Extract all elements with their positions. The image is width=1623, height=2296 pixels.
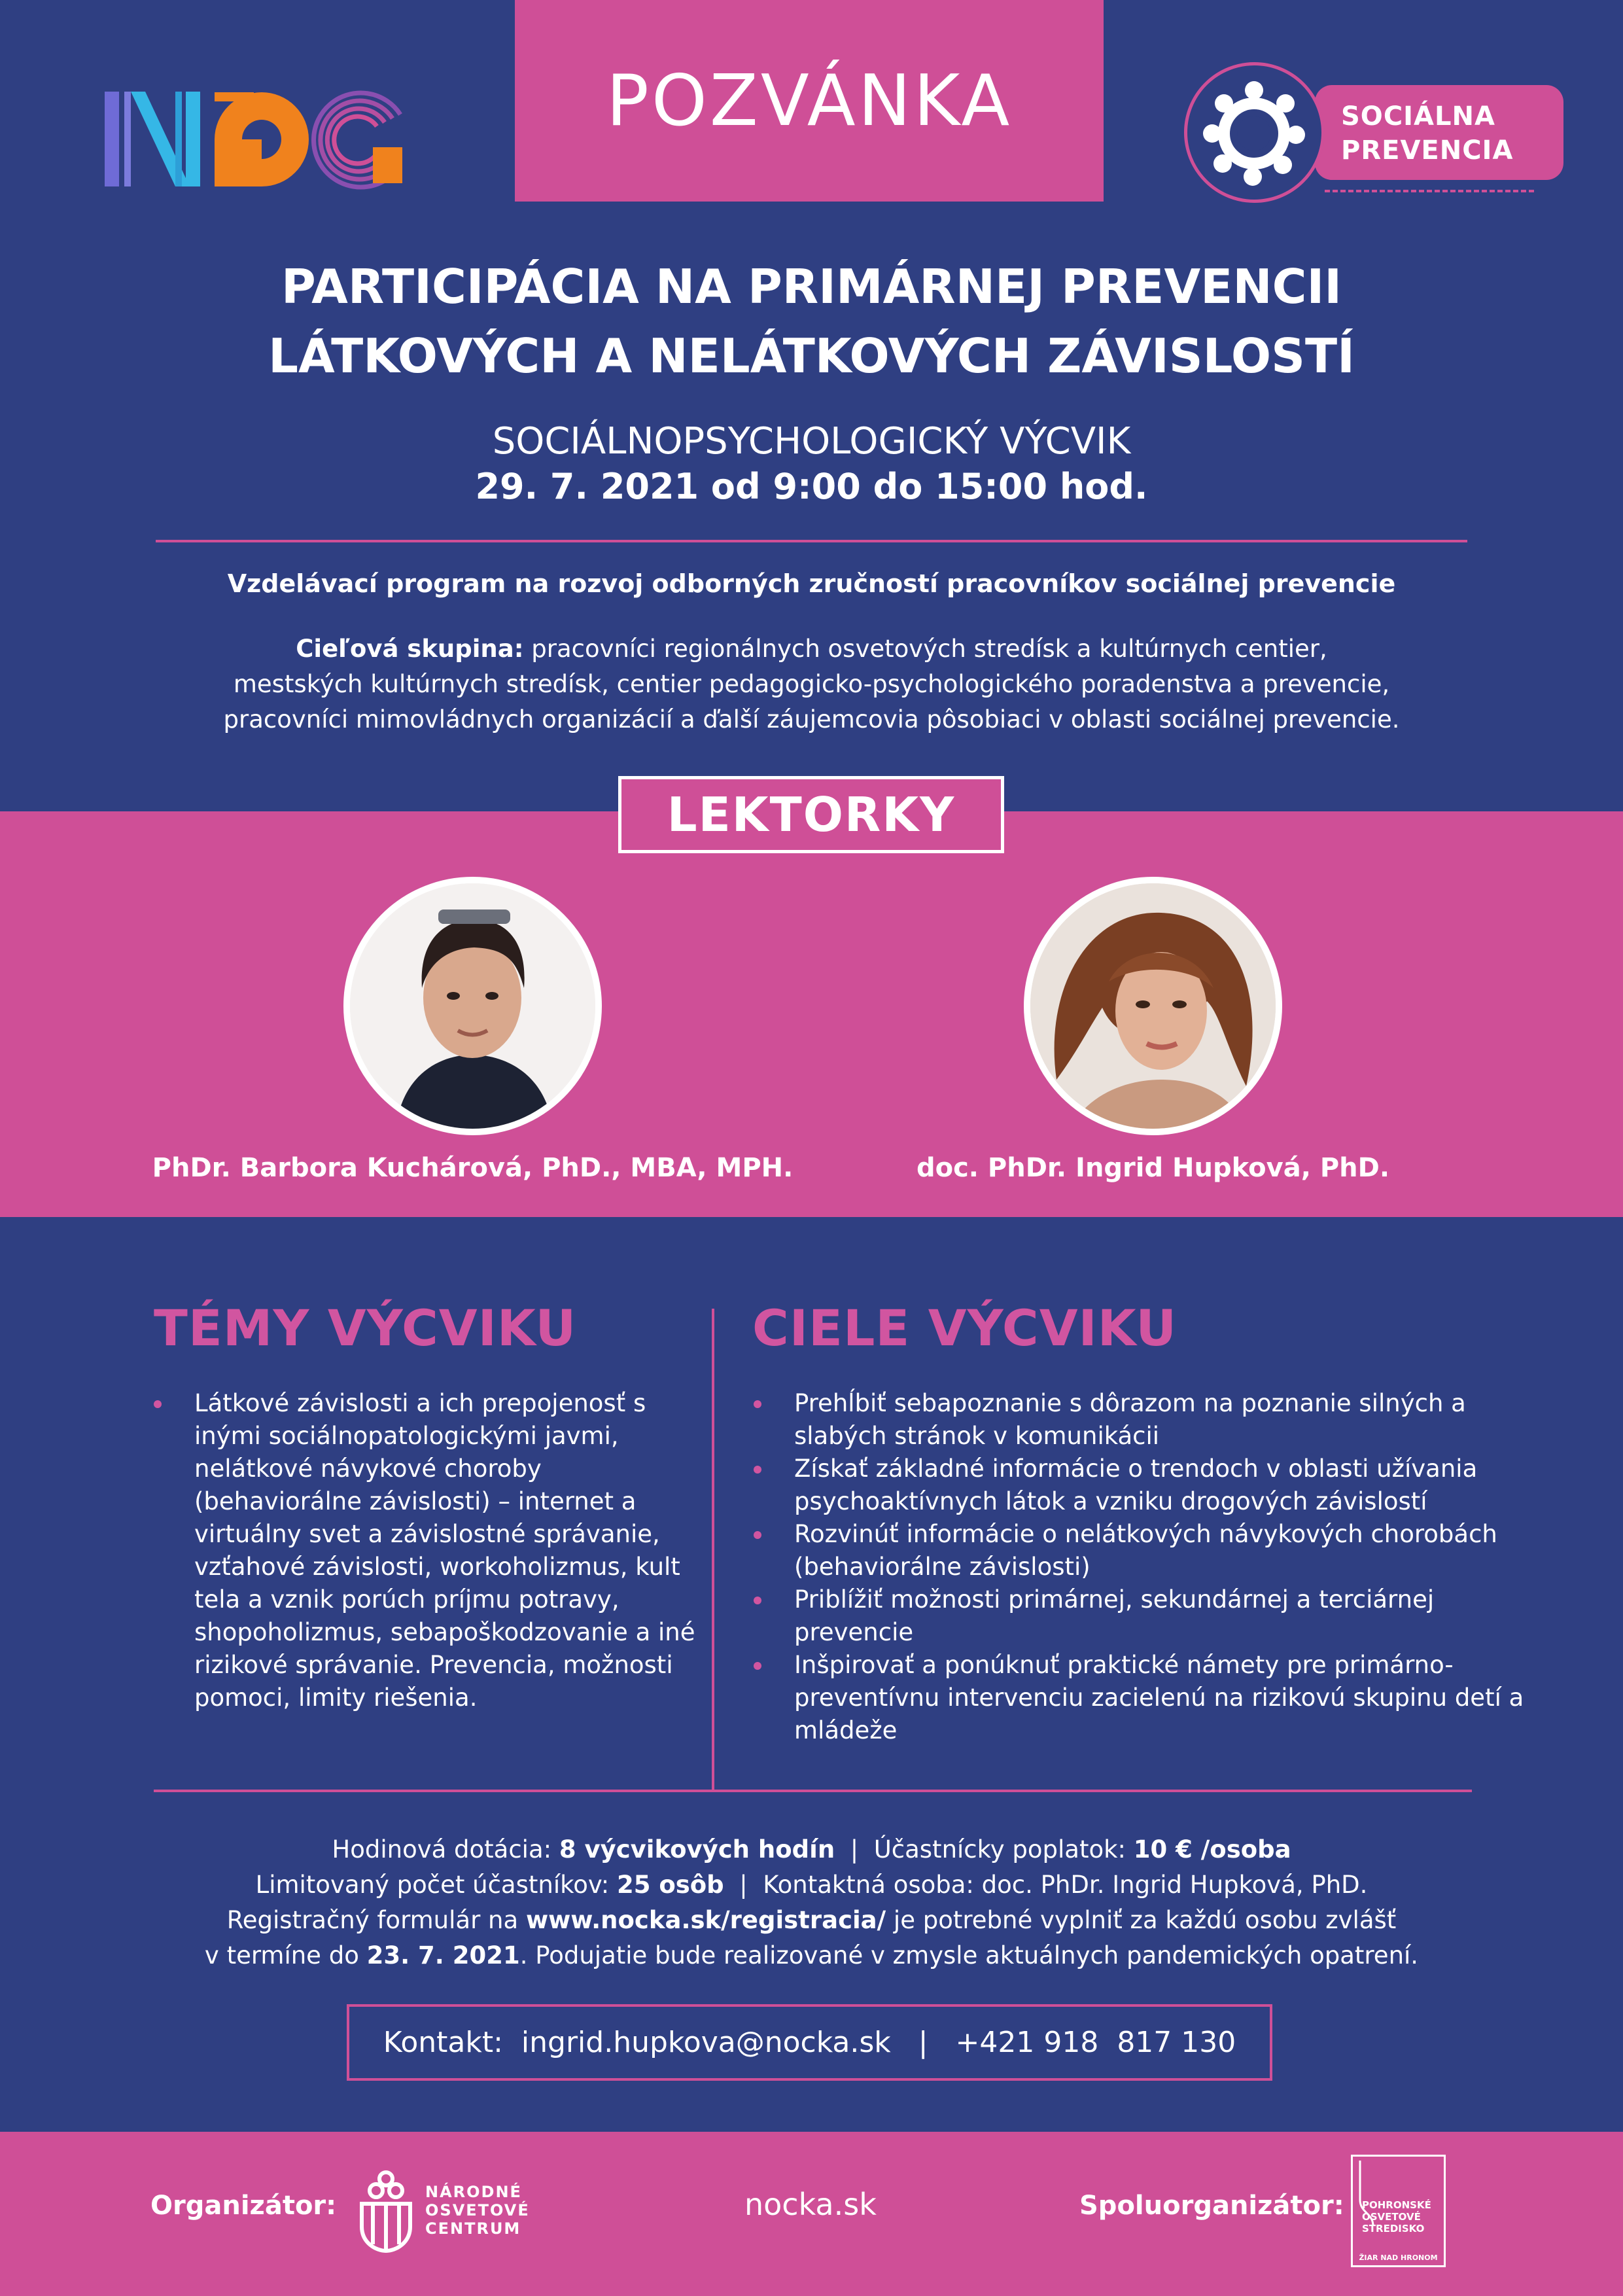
main-title-line2: LÁTKOVÝCH A NELÁTKOVÝCH ZÁVISLOSTÍ <box>268 328 1355 383</box>
logo-text-line3: CENTRUM <box>425 2219 521 2238</box>
coorganizer-label: Spoluorganizátor: <box>1079 2191 1344 2221</box>
logo-text-line1: POHRONSKÉ <box>1362 2199 1431 2211</box>
program-description: Vzdelávací program na rozvoj odborných zručností pracovníkov sociálnej prevencie <box>227 569 1396 598</box>
logo-underline <box>1325 190 1534 192</box>
term-suffix: . Podujatie bude realizované v zmysle aktuálnych pandemických opatrení. <box>519 1941 1419 1969</box>
divider <box>154 1790 1472 1792</box>
column-divider <box>712 1309 714 1790</box>
target-group <box>0 631 1623 737</box>
logo-text-line4: ŽIAR NAD HRONOM <box>1359 2253 1438 2262</box>
invitation-title: POZVÁNKA <box>606 60 1013 142</box>
list-item: Prehĺbiť sebapoznanie s dôrazom na poznanie silných a slabých stránok v komunikácii <box>754 1387 1545 1453</box>
website-link[interactable]: nocka.sk <box>744 2187 877 2222</box>
pos-logo-text <box>1362 2199 1431 2234</box>
lecturer-photo-2 <box>1024 877 1282 1135</box>
target-group-line3: pracovníci mimovládnych organizácií a ďalší záujemcovia pôsobiaci v oblasti sociálnej prevencie. <box>223 705 1400 733</box>
social-prevention-logo <box>1184 62 1563 203</box>
list-item: Priblížiť možnosti primárnej, sekundárnej a terciárnej prevencie <box>754 1583 1545 1649</box>
logo-text-line2: OSVETOVÉ <box>1362 2211 1421 2223</box>
info-line-2 <box>0 1867 1623 1903</box>
divider <box>156 540 1467 542</box>
subtitle: SOCIÁLNOPSYCHOLOGICKÝ VÝCVIK <box>492 420 1131 463</box>
noc-letter-c <box>313 93 402 187</box>
noc-letter-n <box>105 92 200 186</box>
contact-text[interactable]: Kontakt: ingrid.hupkova@nocka.sk | +421 918 817 130 <box>383 2026 1236 2059</box>
people-circle-icon <box>1184 62 1325 203</box>
contact-box <box>347 2004 1272 2081</box>
registration-link[interactable]: www.nocka.sk/registracia/ <box>525 1906 886 1934</box>
topics-list <box>154 1387 697 1714</box>
separator: | <box>835 1835 874 1863</box>
lecturer-name-2: doc. PhDr. Ingrid Hupková, PhD. <box>916 1153 1390 1183</box>
narodne-osvetove-centrum-logo <box>357 2164 553 2256</box>
contact-person: Kontaktná osoba: doc. PhDr. Ingrid Hupková, PhD. <box>763 1871 1368 1899</box>
registration-suffix: je potrebné vyplniť za každú osobu zvlášť <box>886 1906 1397 1934</box>
event-date: 29. 7. 2021 od 9:00 do 15:00 hod. <box>475 466 1148 507</box>
info-line-3 <box>0 1903 1623 1938</box>
target-group-line1: pracovníci regionálnych osvetových stredísk a kultúrnych centier, <box>523 635 1327 663</box>
logo-text-line3: STREDISKO <box>1362 2223 1425 2234</box>
registration-prefix: Registračný formulár na <box>226 1906 526 1934</box>
logo-text-line1: NÁRODNÉ <box>425 2183 522 2201</box>
topics-title: TÉMY VÝCVIKU <box>154 1299 577 1357</box>
hours-label: Hodinová dotácia: <box>332 1835 559 1863</box>
pohronske-osvetove-stredisko-logo <box>1351 2155 1446 2267</box>
flower-emblem-icon <box>357 2164 415 2256</box>
list-item: Rozvinúť informácie o nelátkových návykových chorobách (behaviorálne závislosti) <box>754 1518 1545 1583</box>
list-item: Získať základné informácie o trendoch v oblasti užívania psychoaktívnych látok a vzniku drogových závislostí <box>754 1453 1545 1518</box>
main-title <box>0 252 1623 391</box>
hours-value: 8 výcvikových hodín <box>559 1835 835 1863</box>
lecturers-heading: LEKTORKY <box>667 787 956 842</box>
list-item: Látkové závislosti a ich prepojenosť s inými sociálnopatologickými javmi, nelátkové návykové choroby (behaviorálne závislosti) – internet a virtuálny svet a závislostné správanie, vzťahové závislosti, workoholizmus, kult tela a vznik porúch príjmu potravy, shopoholizmus, sebapoškodzovanie a iné rizikové správanie. Prevencia, možnosti pomoci, limity riešenia. <box>154 1387 697 1714</box>
list-item: Inšpirovať a ponúknuť praktické námety pre primárno-preventívnu intervenciu zacielenú na rizikovú skupinu detí a mládeže <box>754 1649 1545 1747</box>
goals-list <box>754 1387 1545 1747</box>
organizer-label: Organizátor: <box>150 2191 337 2221</box>
info-line-4 <box>0 1938 1623 1973</box>
social-prevention-pill <box>1315 85 1563 180</box>
fee-value: 10 € /osoba <box>1133 1835 1291 1863</box>
separator: | <box>724 1871 763 1899</box>
lecturer-name-1: PhDr. Barbora Kuchárová, PhD., MBA, MPH. <box>152 1153 794 1183</box>
noc-letter-o <box>215 92 309 186</box>
goals-title: CIELE VÝCVIKU <box>752 1299 1178 1357</box>
limit-label: Limitovaný počet účastníkov: <box>255 1871 617 1899</box>
info-line-1 <box>0 1832 1623 1867</box>
logo-text-line2: OSVETOVÉ <box>425 2201 530 2219</box>
term-date: 23. 7. 2021 <box>366 1941 520 1969</box>
term-prefix: v termíne do <box>204 1941 367 1969</box>
limit-value: 25 osôb <box>616 1871 724 1899</box>
target-group-line2: mestských kultúrnych stredísk, centier pedagogicko-psychologického poradenstva a prevencie, <box>233 670 1390 698</box>
fee-label: Účastnícky poplatok: <box>873 1835 1134 1863</box>
target-group-label: Cieľová skupina: <box>296 635 524 663</box>
lecturer-photo-1 <box>343 877 602 1135</box>
logo-text-line2: PREVENCIA <box>1341 135 1514 166</box>
noc-logo <box>105 88 406 196</box>
main-title-line1: PARTICIPÁCIA NA PRIMÁRNEJ PREVENCII <box>281 259 1342 314</box>
invitation-banner <box>515 0 1104 202</box>
lecturers-heading-box <box>618 776 1004 853</box>
logo-text-line1: SOCIÁLNA <box>1341 101 1495 132</box>
